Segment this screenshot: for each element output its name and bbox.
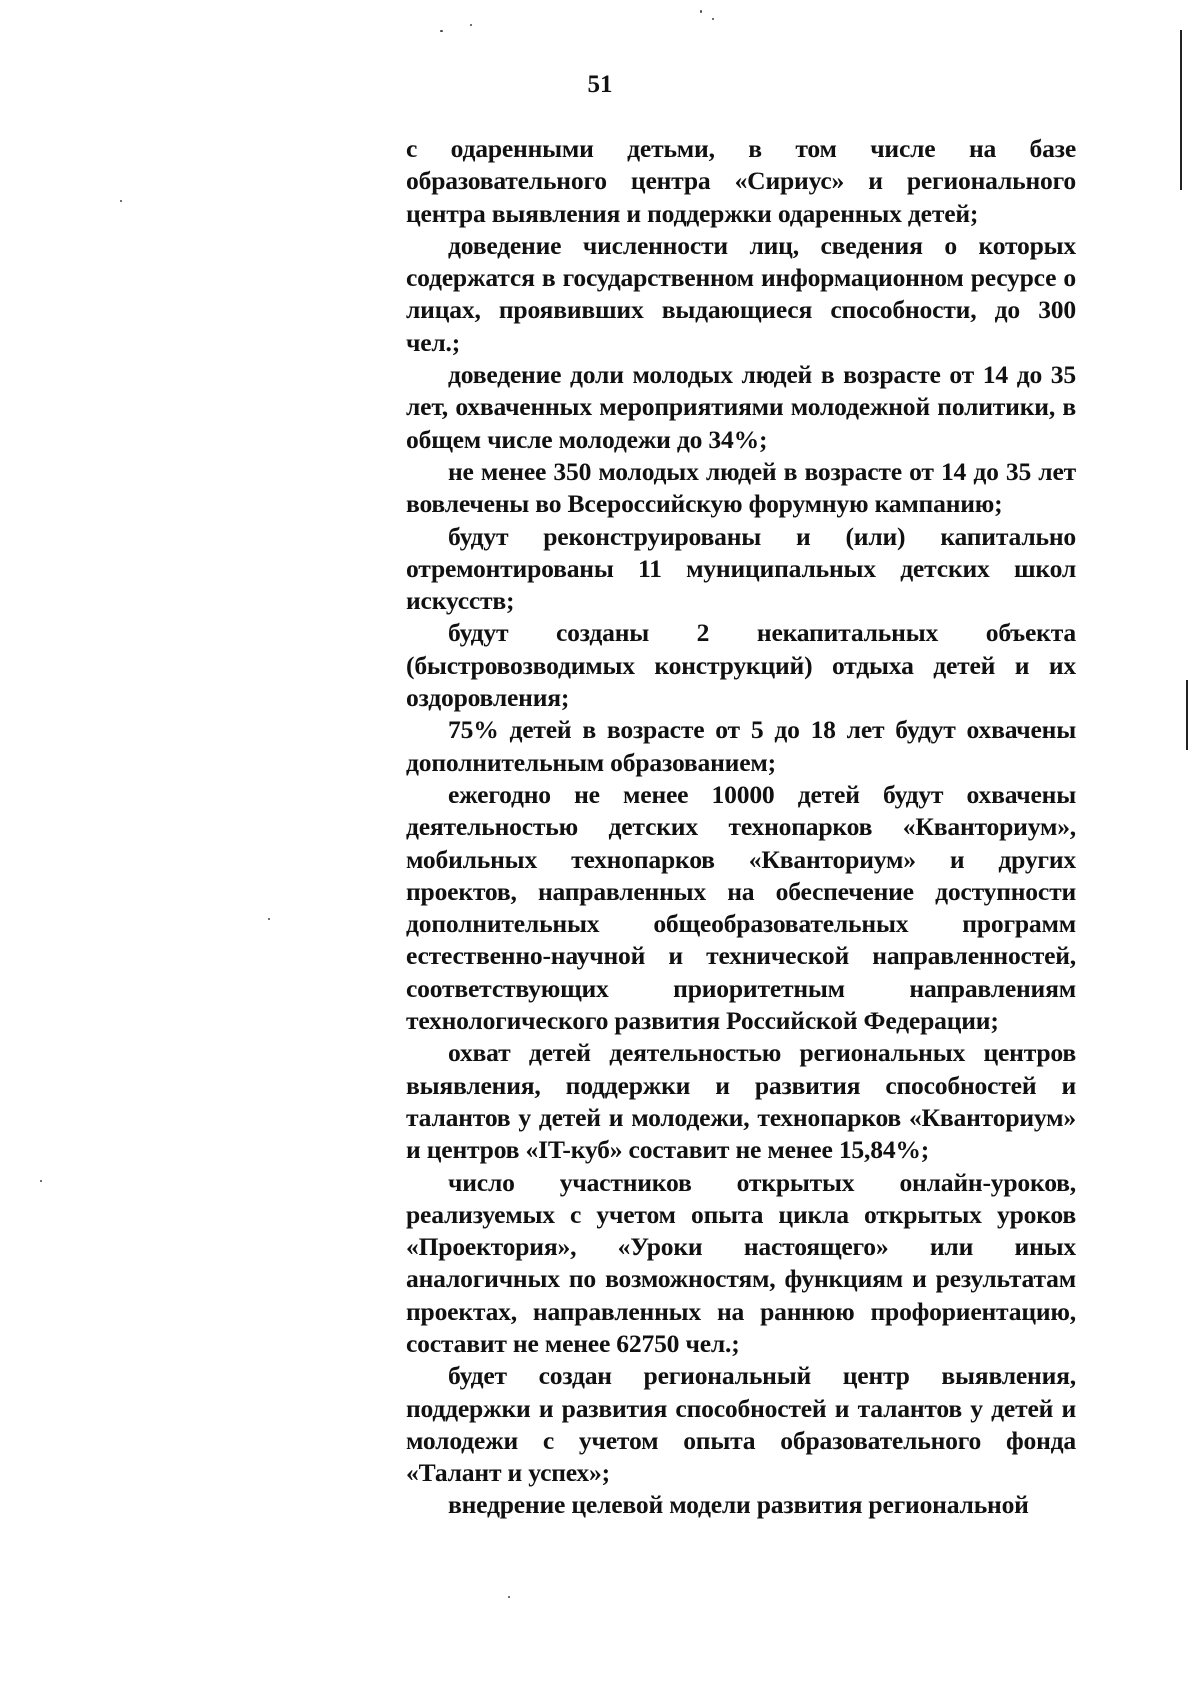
scan-speck — [120, 200, 122, 202]
paragraph: доведение доли молодых людей в возрасте от 14 до 35 лет, охваченных мероприятиями молодежной политики, в общем числе молодежи до 34%; — [406, 360, 1076, 454]
paragraph: с одаренными детьми, в том числе на базе образовательного центра «Сириус» и регионального центра выявления и поддержки одаренных детей; — [406, 134, 1076, 228]
scan-speck — [508, 1596, 510, 1598]
scan-speck — [700, 10, 702, 13]
scan-speck — [40, 1180, 42, 1182]
paragraph: ежегодно не менее 10000 детей будут охвачены деятельностью детских технопарков «Кванториум», мобильных технопарков «Кванториум» и других проектов, направленных на обеспечение доступности дополнительных общеобразовательных программ естественно-научной и технической направленностей, соответствующих приоритетным направлениям технологического развития Российской Федерации; — [406, 779, 1076, 1036]
paragraph: будут созданы 2 некапитальных объекта (быстровозводимых конструкций) отдыха детей и их оздоровления; — [406, 618, 1076, 713]
document-body — [406, 133, 1076, 1522]
scan-edge-mark-middle — [1186, 680, 1188, 750]
scan-edge-mark-top — [1180, 30, 1182, 190]
paragraph: не менее 350 молодых людей в возрасте от 14 до 35 лет вовлечены во Всероссийскую форумную кампанию; — [406, 456, 1076, 519]
scan-speck — [440, 30, 443, 32]
paragraph: доведение численности лиц, сведения о которых содержатся в государственном информационном ресурсе о лицах, проявивших выдающиеся способности, до 300 чел.; — [406, 230, 1076, 357]
paragraph: будут реконструированы и (или) капитально отремонтированы 11 муниципальных детских школ искусств; — [406, 521, 1076, 616]
paragraph: 75% детей в возрасте от 5 до 18 лет будут охвачены дополнительным образованием; — [406, 715, 1076, 777]
paragraph: внедрение целевой модели развития региональной — [448, 1490, 1029, 1520]
scan-speck — [470, 24, 472, 26]
scan-speck — [712, 18, 714, 20]
paragraph: будет создан региональный центр выявления, поддержки и развития способностей и талантов у детей и молодежи с учетом опыта образовательного фонда «Талант и успех»; — [406, 1361, 1076, 1488]
paragraph: число участников открытых онлайн-уроков, реализуемых с учетом опыта цикла открытых уроков «Проектория», «Уроки настоящего» или иных аналогичных по возможностям, функциям и результатам проектах, направленных на раннюю профориентацию, составит не менее 62750 чел.; — [406, 1167, 1076, 1358]
scan-speck — [268, 918, 270, 920]
page-number: 51 — [587, 71, 613, 98]
paragraph: охват детей деятельностью региональных центров выявления, поддержки и развития способностей и талантов у детей и молодежи, технопарков «Кванториум» и центров «IT-куб» составит не менее 15,84%; — [406, 1038, 1076, 1165]
